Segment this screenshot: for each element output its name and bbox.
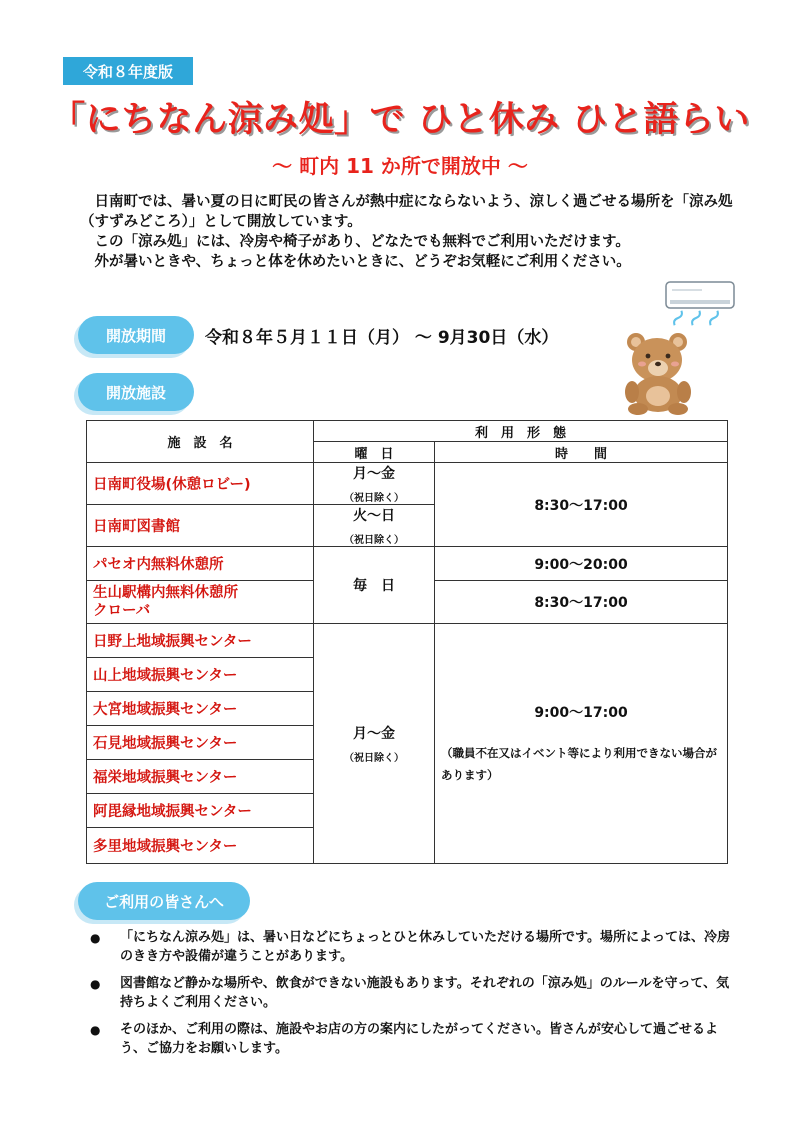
header-time: 時 間 bbox=[435, 442, 728, 463]
facility-name: 山上地域振興センター bbox=[87, 658, 314, 692]
facility-time: 8:30～17:00 bbox=[435, 463, 728, 547]
notice-list bbox=[90, 928, 730, 1066]
facility-days: 毎 日 bbox=[314, 547, 435, 624]
list-item-text: 「にちなん涼み処」は、暑い日などにちょっとひと休みしていただける場所です。場所によっては、冷房のきき方や設備が違うことがあります。 bbox=[120, 930, 730, 964]
air-conditioner-icon bbox=[662, 278, 740, 338]
holiday-note: （祝日除く） bbox=[344, 535, 404, 546]
list-item bbox=[90, 974, 730, 1012]
teddy-bear-icon bbox=[620, 330, 696, 420]
facility-name: 大宮地域振興センター bbox=[87, 692, 314, 726]
header-day: 曜 日 bbox=[314, 442, 435, 463]
header-facility-name: 施 設 名 bbox=[87, 421, 314, 463]
facility-name: 日南町図書館 bbox=[87, 505, 314, 547]
facility-days bbox=[314, 624, 435, 864]
intro-paragraph: 日南町では、暑い夏の日に町民の皆さんが熱中症にならないよう、涼しく過ごせる場所を「涼み処（すずみどころ）」として開放しています。 bbox=[80, 194, 733, 230]
bullet-icon: ● bbox=[90, 1023, 101, 1037]
period-dates: 令和８年５月１１日（月） ～ 9月30日（水） bbox=[205, 328, 559, 348]
facility-time: 8:30～17:00 bbox=[435, 581, 728, 624]
holiday-note: （祝日除く） bbox=[344, 753, 404, 764]
page-subtitle: ～ 町内 11 か所で開放中 ～ bbox=[272, 154, 528, 178]
facilities-label: 開放施設 bbox=[78, 373, 194, 411]
time-note: （職員不在又はイベント等により利用できない場合があります） bbox=[441, 745, 717, 782]
table-row bbox=[87, 463, 728, 505]
list-item-text: 図書館など静かな場所や、飲食ができない施設もあります。それぞれの「涼み処」のルールを守って、気持ちよくご利用ください。 bbox=[120, 976, 730, 1010]
notice-label: ご利用の皆さんへ bbox=[78, 882, 250, 920]
bullet-icon: ● bbox=[90, 931, 101, 945]
page-title: 「にちなん涼み処」で ひと休み ひと語らい bbox=[50, 100, 750, 140]
intro-paragraph: この「涼み処」には、冷房や椅子があり、どなたでも無料でご利用いただけます。 bbox=[94, 234, 630, 250]
period-label: 開放期間 bbox=[78, 316, 194, 354]
days-value: 月～金 bbox=[353, 726, 395, 742]
facility-name: 石見地域振興センター bbox=[87, 726, 314, 760]
facility-name: 日野上地域振興センター bbox=[87, 624, 314, 658]
facility-time: 9:00～20:00 bbox=[435, 547, 728, 581]
table-row bbox=[87, 624, 728, 658]
facility-name: 日南町役場(休憩ロビー) bbox=[87, 463, 314, 505]
holiday-note: （祝日除く） bbox=[344, 493, 404, 504]
bullet-icon: ● bbox=[90, 977, 101, 991]
facility-name: 阿毘縁地域振興センター bbox=[87, 794, 314, 828]
facility-days bbox=[314, 505, 435, 547]
list-item bbox=[90, 1020, 730, 1058]
facility-name: 福栄地域振興センター bbox=[87, 760, 314, 794]
days-value: 月～金 bbox=[353, 466, 395, 482]
facility-name: パセオ内無料休憩所 bbox=[87, 547, 314, 581]
list-item bbox=[90, 928, 730, 966]
year-badge: 令和８年度版 bbox=[63, 57, 193, 85]
table-header-row bbox=[87, 421, 728, 442]
facility-time bbox=[435, 624, 728, 864]
intro-text bbox=[80, 192, 740, 272]
time-value: 9:00～17:00 bbox=[534, 704, 628, 721]
facilities-table bbox=[86, 420, 728, 864]
intro-paragraph: 外が暑いときや、ちょっと体を休めたいときに、どうぞお気軽にご利用ください。 bbox=[94, 254, 631, 270]
header-usage: 利 用 形 態 bbox=[314, 421, 728, 442]
facility-days bbox=[314, 463, 435, 505]
facility-name: 多里地域振興センター bbox=[87, 828, 314, 864]
facility-name: 生山駅構内無料休憩所 クローバ bbox=[87, 581, 314, 624]
days-value: 火～日 bbox=[353, 508, 395, 524]
list-item-text: そのほか、ご利用の際は、施設やお店の方の案内にしたがってください。皆さんが安心して過ごせるよう、ご協力をお願いします。 bbox=[120, 1022, 719, 1056]
table-row bbox=[87, 547, 728, 581]
